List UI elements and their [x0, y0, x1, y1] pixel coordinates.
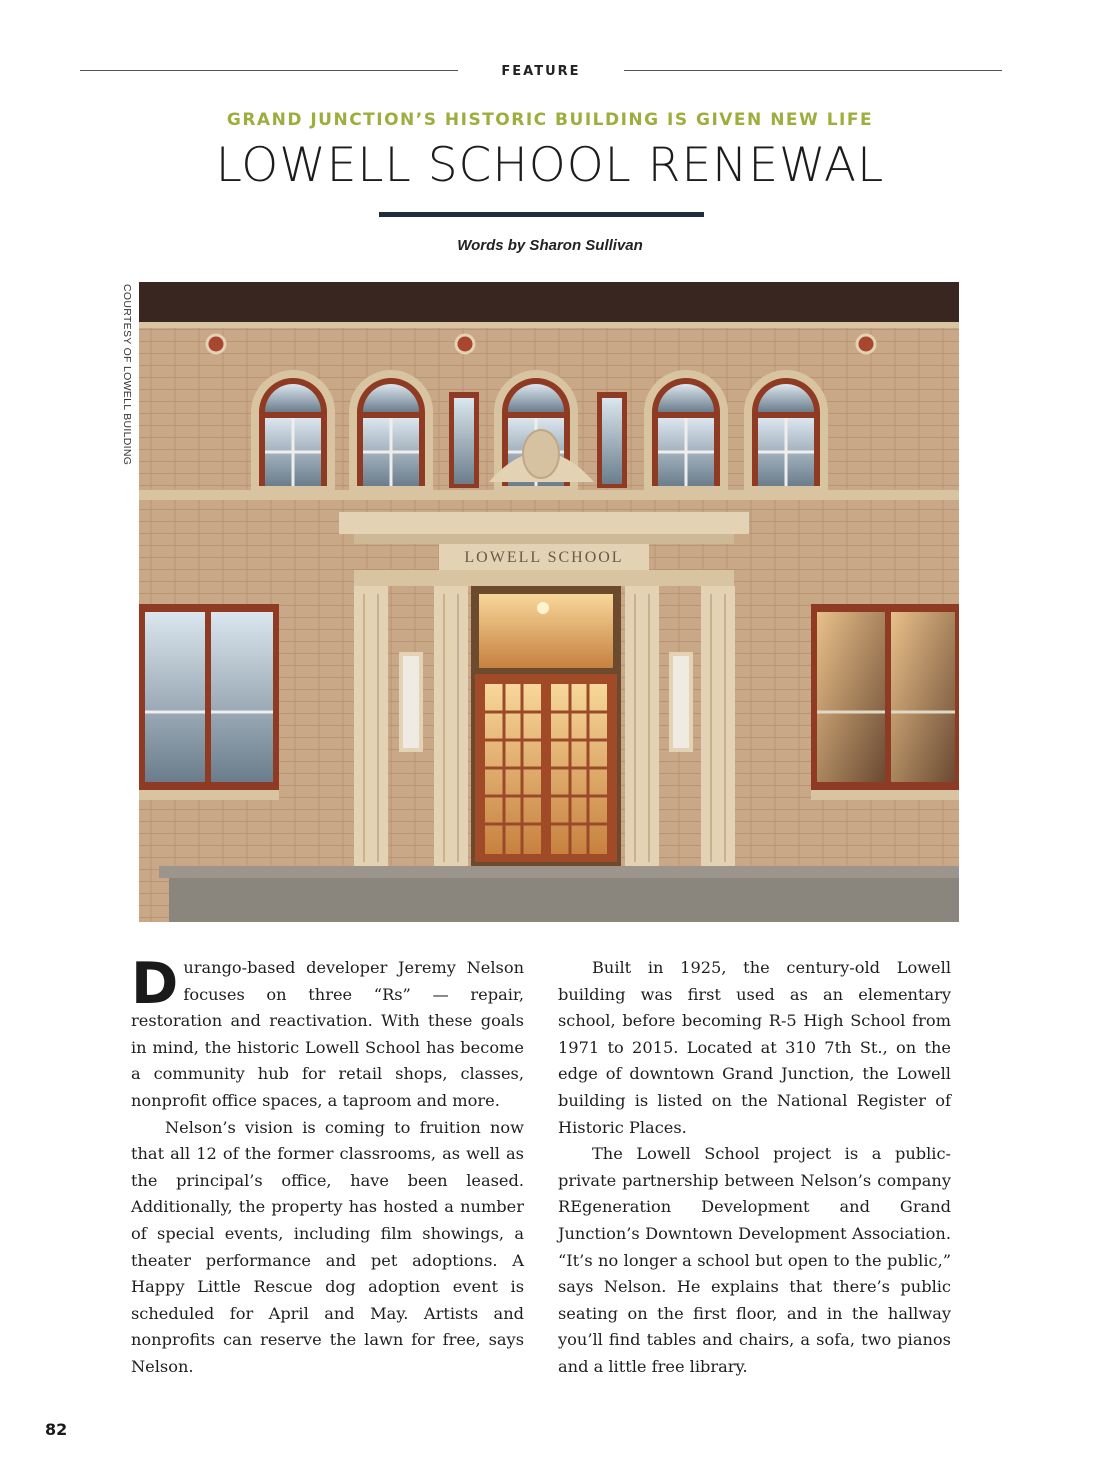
article-column-right [558, 955, 951, 1381]
article-column-left [131, 951, 524, 1381]
paragraph: Built in 1925, the century-old Lowell building was first used as an elementary school, before becoming R-5 High School from 1971 to 2015. Located at 310 7th St., on the edge of downtown Grand Junction, the Lowell building is listed on the National Register of Historic Places. [558, 958, 951, 1137]
photo-credit [121, 284, 139, 466]
building-facade-illustration [139, 282, 959, 922]
paragraph: Nelson’s vision is coming to fruition now that all 12 of the former classrooms, as well as the principal’s office, have been leased. Additionally, the property has hosted a number of special events, including film showings, a theater performance and pet adoptions. A Happy Little Rescue dog adoption event is scheduled for April and May. Artists and nonprofits can reserve the lawn for free, says Nelson. [131, 1117, 524, 1376]
drop-cap: D [131, 951, 179, 1017]
headline: LOWELL SCHOOL RENEWAL [215, 138, 885, 193]
byline: Words by Sharon Sullivan [457, 237, 643, 254]
header-rule-right [624, 70, 1002, 71]
paragraph: The Lowell School project is a public-private partnership between Nelson’s company REgeneration Development and Grand Junction’s Downtown Development Association. “It’s no longer a school but open to the public,” says Nelson. He explains that there’s public seating on the first floor, and in the hallway you’ll find tables and chairs, a sofa, two pianos and a little free library. [558, 1144, 951, 1376]
kicker: GRAND JUNCTION’S HISTORIC BUILDING IS GIVEN NEW LIFE [226, 110, 874, 130]
building-photo [139, 282, 959, 922]
paragraph-text: urango-based developer Jeremy Nelson focuses on three “Rs” — repair, restoration and reactivation. With these goals in mind, the historic Lowell School has become a community hub for retail shops, classes, nonprofit office spaces, a taproom and more. [131, 958, 524, 1110]
title-underline-bar [379, 212, 704, 217]
header-rule-left [80, 70, 458, 71]
photo-credit-text: COURTESY OF LOWELL BUILDING [121, 284, 133, 466]
page-number: 82 [45, 1420, 68, 1439]
sign-text: LOWELL SCHOOL [464, 549, 624, 566]
section-label: FEATURE [501, 64, 581, 79]
entrance-doors [471, 586, 621, 866]
paragraph [131, 951, 524, 1115]
